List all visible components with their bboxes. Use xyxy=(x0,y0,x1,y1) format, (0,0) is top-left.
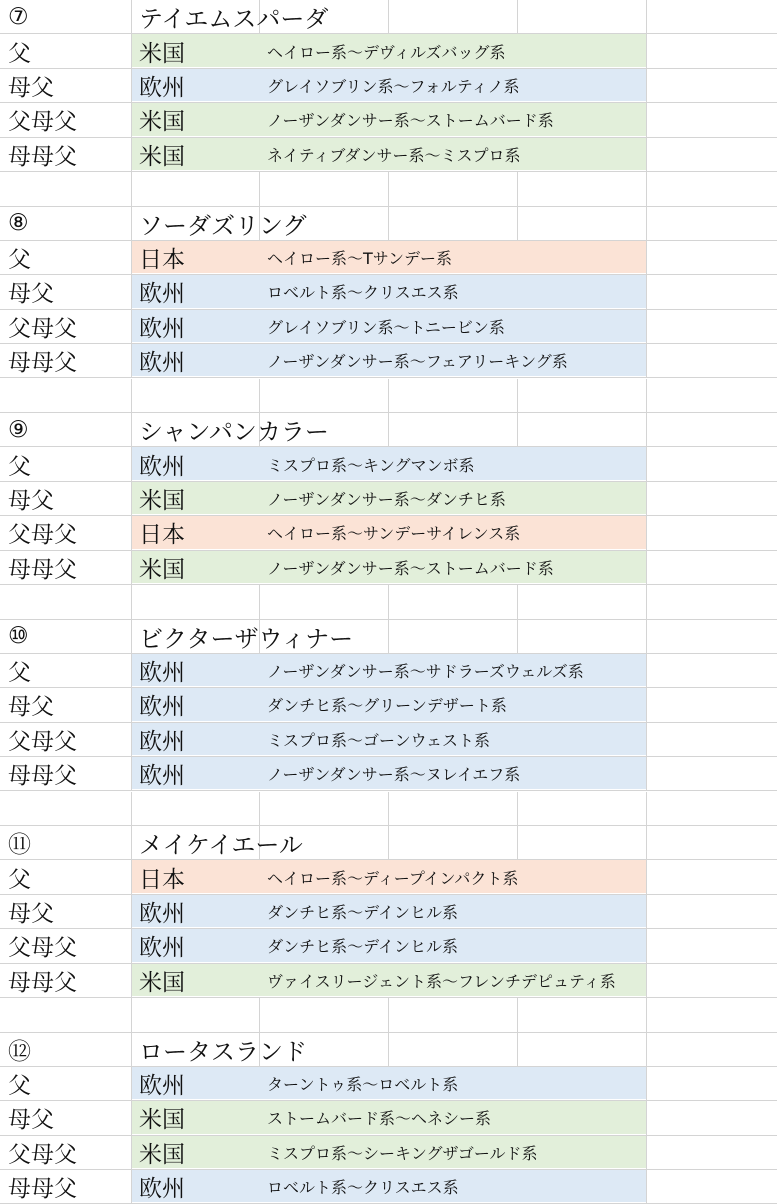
pedigree-role: 母父 xyxy=(8,281,54,308)
region-cell: 米国 xyxy=(139,109,185,136)
cell-gridline xyxy=(646,895,647,928)
cell-gridline xyxy=(131,1101,132,1134)
cell-gridline xyxy=(131,413,132,446)
region-cell: 米国 xyxy=(139,1141,185,1168)
pedigree-role: 父母父 xyxy=(8,1141,77,1168)
horse-name: ビクターザウィナー xyxy=(139,624,354,653)
cell-gridline xyxy=(517,620,518,653)
cell-gridline xyxy=(646,0,647,33)
cell-gridline xyxy=(646,413,647,446)
region-cell: 欧州 xyxy=(139,1073,185,1100)
cell-gridline xyxy=(131,654,132,687)
lineage-cell: ヘイロー系～Tサンデー系 xyxy=(267,249,452,269)
cell-gridline xyxy=(646,688,647,721)
pedigree-role: 母母父 xyxy=(8,969,77,996)
lineage-cell: ヘイロー系～デヴィルズバッグ系 xyxy=(267,42,506,62)
cell-gridline xyxy=(646,723,647,756)
horse-header-row xyxy=(0,413,777,447)
pedigree-row xyxy=(0,103,777,137)
cell-gridline xyxy=(646,826,647,859)
cell-gridline xyxy=(131,895,132,928)
cell-gridline xyxy=(131,723,132,756)
pedigree-row xyxy=(0,551,777,585)
horse-name: メイケイエール xyxy=(139,831,303,860)
cell-gridline xyxy=(646,792,647,826)
pedigree-role: 母母父 xyxy=(8,763,77,790)
region-cell: 欧州 xyxy=(139,1176,185,1203)
cell-gridline xyxy=(388,585,389,619)
cell-gridline xyxy=(646,585,647,619)
cell-gridline xyxy=(517,998,518,1032)
lineage-cell: ヘイロー系～サンデーサイレンス系 xyxy=(267,524,521,544)
cell-gridline xyxy=(259,379,260,413)
cell-gridline xyxy=(646,654,647,687)
cell-gridline xyxy=(259,585,260,619)
pedigree-role: 母母父 xyxy=(8,1176,77,1203)
cell-gridline xyxy=(131,998,132,1032)
cell-gridline xyxy=(131,34,132,67)
lineage-cell: ノーザンダンサー系～サドラーズウェルズ系 xyxy=(267,662,584,682)
cell-gridline xyxy=(131,207,132,240)
pedigree-row xyxy=(0,1136,777,1170)
cell-gridline xyxy=(131,551,132,584)
cell-gridline xyxy=(646,1101,647,1134)
pedigree-role: 父母父 xyxy=(8,522,77,549)
pedigree-row xyxy=(0,482,777,516)
cell-gridline xyxy=(517,172,518,206)
horse-number: ⑨ xyxy=(8,416,29,443)
cell-gridline xyxy=(131,826,132,859)
cell-gridline xyxy=(131,482,132,515)
cell-gridline xyxy=(388,207,389,240)
cell-gridline xyxy=(131,69,132,102)
region-cell: 欧州 xyxy=(139,281,185,308)
cell-gridline xyxy=(131,275,132,308)
pedigree-row xyxy=(0,447,777,481)
blank-row xyxy=(0,379,777,414)
cell-gridline xyxy=(646,860,647,893)
cell-gridline xyxy=(388,792,389,826)
cell-gridline xyxy=(646,138,647,171)
horse-number: ⑧ xyxy=(8,210,29,237)
cell-gridline xyxy=(388,620,389,653)
cell-gridline xyxy=(131,688,132,721)
pedigree-role: 母父 xyxy=(8,1107,54,1134)
pedigree-role: 母母父 xyxy=(8,143,77,170)
horse-name: テイエムスパーダ xyxy=(139,5,329,34)
lineage-cell: グレイソブリン系～フォルティノ系 xyxy=(267,76,520,96)
cell-gridline xyxy=(646,1067,647,1100)
cell-gridline xyxy=(131,310,132,343)
cell-gridline xyxy=(517,413,518,446)
pedigree-row xyxy=(0,723,777,757)
lineage-cell: ターントゥ系～ロベルト系 xyxy=(267,1075,459,1095)
cell-gridline xyxy=(131,860,132,893)
horse-name: ソーダズリング xyxy=(139,211,307,240)
cell-gridline xyxy=(131,929,132,962)
cell-gridline xyxy=(131,172,132,206)
cell-gridline xyxy=(131,757,132,790)
cell-gridline xyxy=(646,310,647,343)
lineage-cell: グレイソブリン系～トニービン系 xyxy=(267,317,505,337)
cell-gridline xyxy=(646,964,647,997)
region-cell: 日本 xyxy=(139,522,185,549)
cell-gridline xyxy=(131,792,132,826)
region-cell: 欧州 xyxy=(139,763,185,790)
cell-gridline xyxy=(646,1136,647,1169)
pedigree-role: 母父 xyxy=(8,900,54,927)
pedigree-role: 父母父 xyxy=(8,728,77,755)
lineage-cell: ノーザンダンサー系～フェアリーキング系 xyxy=(267,352,568,372)
region-cell: 欧州 xyxy=(139,315,185,342)
horse-header-row xyxy=(0,826,777,860)
pedigree-row xyxy=(0,1067,777,1101)
pedigree-role: 父 xyxy=(8,1073,31,1100)
pedigree-role: 父 xyxy=(8,660,31,687)
cell-gridline xyxy=(646,241,647,274)
pedigree-role: 父 xyxy=(8,866,31,893)
cell-gridline xyxy=(131,1136,132,1169)
region-cell: 欧州 xyxy=(139,694,185,721)
cell-gridline xyxy=(646,1033,647,1066)
pedigree-role: 父母父 xyxy=(8,315,77,342)
cell-gridline xyxy=(646,516,647,549)
cell-gridline xyxy=(388,379,389,413)
pedigree-role: 母父 xyxy=(8,694,54,721)
cell-gridline xyxy=(388,1033,389,1066)
cell-gridline xyxy=(646,69,647,102)
horse-header-row xyxy=(0,620,777,654)
cell-gridline xyxy=(646,34,647,67)
cell-gridline xyxy=(517,826,518,859)
cell-gridline xyxy=(517,1033,518,1066)
pedigree-row xyxy=(0,654,777,688)
cell-gridline xyxy=(388,172,389,206)
cell-gridline xyxy=(646,103,647,136)
horse-name: シャンパンカラー xyxy=(139,418,329,447)
cell-gridline xyxy=(646,757,647,790)
cell-gridline xyxy=(388,826,389,859)
lineage-cell: ロベルト系～クリスエス系 xyxy=(267,1178,459,1198)
cell-gridline xyxy=(388,998,389,1032)
cell-gridline xyxy=(646,551,647,584)
blank-row xyxy=(0,998,777,1033)
region-cell: 欧州 xyxy=(139,74,185,101)
cell-gridline xyxy=(131,1033,132,1066)
pedigree-row xyxy=(0,34,777,68)
cell-gridline xyxy=(646,620,647,653)
pedigree-role: 母父 xyxy=(8,487,54,514)
cell-gridline xyxy=(131,1067,132,1100)
cell-gridline xyxy=(646,379,647,413)
cell-gridline xyxy=(517,792,518,826)
region-cell: 欧州 xyxy=(139,453,185,480)
pedigree-row xyxy=(0,688,777,722)
cell-gridline xyxy=(388,413,389,446)
cell-gridline xyxy=(131,344,132,377)
region-cell: 米国 xyxy=(139,143,185,170)
lineage-cell: ノーザンダンサー系～ストームバード系 xyxy=(267,111,554,131)
cell-gridline xyxy=(517,207,518,240)
region-cell: 米国 xyxy=(139,1107,185,1134)
cell-gridline xyxy=(131,0,132,33)
pedigree-row xyxy=(0,895,777,929)
cell-gridline xyxy=(259,792,260,826)
cell-gridline xyxy=(131,585,132,619)
lineage-cell: ストームバード系～ヘネシー系 xyxy=(267,1109,492,1129)
lineage-cell: ネイティブダンサー系～ミスプロ系 xyxy=(267,145,521,165)
lineage-cell: ノーザンダンサー系～ダンチヒ系 xyxy=(267,489,506,509)
region-cell: 欧州 xyxy=(139,935,185,962)
pedigree-row xyxy=(0,275,777,309)
horse-number: ⑫ xyxy=(8,1038,31,1065)
pedigree-row xyxy=(0,1170,777,1204)
pedigree-role: 父 xyxy=(8,453,31,480)
lineage-cell: ダンチヒ系～デインヒル系 xyxy=(267,937,459,957)
cell-gridline xyxy=(131,138,132,171)
horse-number: ⑦ xyxy=(8,3,29,30)
lineage-cell: ミスプロ系～ゴーンウェスト系 xyxy=(267,730,491,750)
region-cell: 米国 xyxy=(139,40,185,67)
region-cell: 日本 xyxy=(139,247,185,274)
cell-gridline xyxy=(131,103,132,136)
lineage-cell: ダンチヒ系～グリーンデザート系 xyxy=(267,696,507,716)
region-cell: 日本 xyxy=(139,866,185,893)
cell-gridline xyxy=(131,447,132,480)
lineage-cell: ダンチヒ系～デインヒル系 xyxy=(267,902,459,922)
region-cell: 米国 xyxy=(139,969,185,996)
pedigree-row xyxy=(0,860,777,894)
pedigree-role: 母母父 xyxy=(8,556,77,583)
pedigree-role: 父母父 xyxy=(8,935,77,962)
pedigree-role: 父 xyxy=(8,40,31,67)
pedigree-row xyxy=(0,516,777,550)
cell-gridline xyxy=(517,0,518,33)
cell-gridline xyxy=(646,447,647,480)
horse-number: ⑪ xyxy=(8,832,31,859)
region-cell: 欧州 xyxy=(139,660,185,687)
cell-gridline xyxy=(646,998,647,1032)
region-cell: 欧州 xyxy=(139,350,185,377)
cell-gridline xyxy=(131,620,132,653)
lineage-cell: ノーザンダンサー系～ヌレイエフ系 xyxy=(267,765,521,785)
cell-gridline xyxy=(259,998,260,1032)
blank-row xyxy=(0,585,777,620)
pedigree-row xyxy=(0,241,777,275)
pedigree-row xyxy=(0,138,777,172)
cell-gridline xyxy=(131,1170,132,1203)
lineage-cell: ヴァイスリージェント系～フレンチデピュティ系 xyxy=(267,971,616,991)
lineage-cell: ミスプロ系～キングマンボ系 xyxy=(267,455,475,475)
pedigree-role: 母母父 xyxy=(8,350,77,377)
cell-gridline xyxy=(646,929,647,962)
pedigree-row xyxy=(0,310,777,344)
cell-gridline xyxy=(131,516,132,549)
pedigree-row xyxy=(0,929,777,963)
pedigree-role: 父母父 xyxy=(8,109,77,136)
horse-number: ⑩ xyxy=(8,623,29,650)
horse-name: ロータスランド xyxy=(139,1037,307,1066)
horse-header-row xyxy=(0,0,777,34)
region-cell: 欧州 xyxy=(139,900,185,927)
cell-gridline xyxy=(646,207,647,240)
cell-gridline xyxy=(388,0,389,33)
cell-gridline xyxy=(646,344,647,377)
pedigree-row xyxy=(0,964,777,998)
cell-gridline xyxy=(131,241,132,274)
blank-row xyxy=(0,792,777,827)
cell-gridline xyxy=(646,172,647,206)
horse-header-row xyxy=(0,207,777,241)
pedigree-role: 母父 xyxy=(8,74,54,101)
pedigree-row xyxy=(0,1101,777,1135)
cell-gridline xyxy=(517,585,518,619)
cell-gridline xyxy=(646,482,647,515)
cell-gridline xyxy=(131,379,132,413)
region-cell: 米国 xyxy=(139,487,185,514)
lineage-cell: ミスプロ系～シーキングザゴールド系 xyxy=(267,1143,538,1163)
pedigree-row xyxy=(0,69,777,103)
blank-row xyxy=(0,172,777,207)
lineage-cell: ノーザンダンサー系～ストームバード系 xyxy=(267,558,554,578)
pedigree-role: 父 xyxy=(8,247,31,274)
cell-gridline xyxy=(646,275,647,308)
pedigree-row xyxy=(0,757,777,791)
cell-gridline xyxy=(131,964,132,997)
cell-gridline xyxy=(646,1170,647,1203)
region-cell: 欧州 xyxy=(139,728,185,755)
lineage-cell: ヘイロー系～ディープインパクト系 xyxy=(267,868,519,888)
cell-gridline xyxy=(259,172,260,206)
horse-header-row xyxy=(0,1033,777,1067)
lineage-cell: ロベルト系～クリスエス系 xyxy=(267,283,459,303)
region-cell: 米国 xyxy=(139,556,185,583)
cell-gridline xyxy=(517,379,518,413)
pedigree-row xyxy=(0,344,777,378)
